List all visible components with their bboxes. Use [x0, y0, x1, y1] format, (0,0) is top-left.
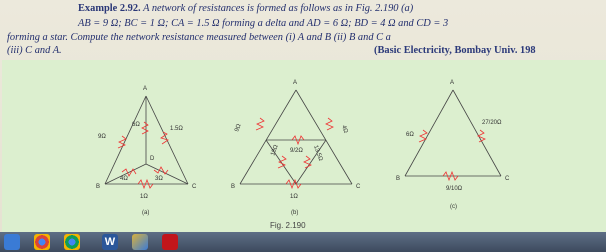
problem-line-2: AB = 9 Ω; BC = 1 Ω; CA = 1.5 Ω forming a delta and AD = 6 Ω; BD = 4 Ω and CD = 3: [78, 18, 449, 29]
resistor-label: 18Ω: [270, 144, 280, 157]
node-b-label: B: [96, 184, 101, 190]
resistor-label: 3Ω: [155, 176, 163, 182]
pdf-reader-icon[interactable]: [162, 234, 178, 250]
figure-area: [2, 60, 606, 232]
node-c-label: C: [356, 184, 361, 190]
node-a-label: A: [143, 86, 148, 92]
chrome-icon-2[interactable]: [64, 234, 80, 250]
resistor-label: 6Ω: [132, 122, 140, 128]
problem-line-1: [78, 3, 413, 14]
resistor-label: 1Ω: [290, 194, 298, 200]
node-b-label: B: [231, 184, 236, 190]
resistor-label: 9/10Ω: [446, 186, 463, 192]
panel-b: [240, 90, 352, 188]
resistor-label: 27/20Ω: [482, 120, 502, 126]
problem-text-1: A network of resistances is formed as follows as in Fig. 2.190 (a): [143, 3, 414, 14]
resistor-label: 6Ω: [406, 132, 414, 138]
panel-c: [405, 90, 501, 180]
node-c-label: C: [192, 184, 197, 190]
security-shield-icon[interactable]: [132, 234, 148, 250]
panel-b-labels: [231, 80, 361, 216]
source-citation: (Basic Electricity, Bombay Univ. 198: [374, 45, 536, 56]
word-icon[interactable]: W: [102, 234, 118, 250]
panel-a-caption: (a): [142, 210, 150, 216]
resistor-label: 4Ω: [120, 176, 128, 182]
panel-c-labels: [396, 80, 510, 210]
resistor-label: 9Ω: [98, 134, 106, 140]
node-d-label: D: [150, 156, 155, 162]
example-title: Example 2.92.: [78, 3, 141, 14]
node-c-label: C: [505, 176, 510, 182]
problem-line-3: forming a star. Compute the network resistance measured between (i) A and B (ii) B and C a: [7, 32, 391, 43]
panel-a-labels: [96, 86, 197, 216]
chrome-icon[interactable]: [34, 234, 50, 250]
resistor-label: 1Ω: [140, 194, 148, 200]
resistor-label: 4Ω: [340, 124, 349, 135]
node-a-label: A: [450, 80, 455, 86]
resistor-label: 9/2Ω: [290, 148, 303, 154]
resistor-label: 9Ω: [234, 123, 243, 133]
taskbar: [0, 232, 606, 252]
node-b-label: B: [396, 176, 401, 182]
figure-caption: Fig. 2.190: [270, 221, 306, 230]
node-a-label: A: [293, 80, 298, 86]
problem-line-4: (iii) C and A.: [7, 45, 62, 56]
windows-icon[interactable]: [4, 234, 20, 250]
panel-a: [105, 96, 188, 188]
panel-b-caption: (b): [291, 210, 299, 216]
resistor-label: 13.5Ω: [312, 144, 324, 162]
resistor-label: 1.5Ω: [170, 126, 183, 132]
circuit-figure: [2, 60, 606, 232]
panel-c-caption: (c): [450, 204, 457, 210]
